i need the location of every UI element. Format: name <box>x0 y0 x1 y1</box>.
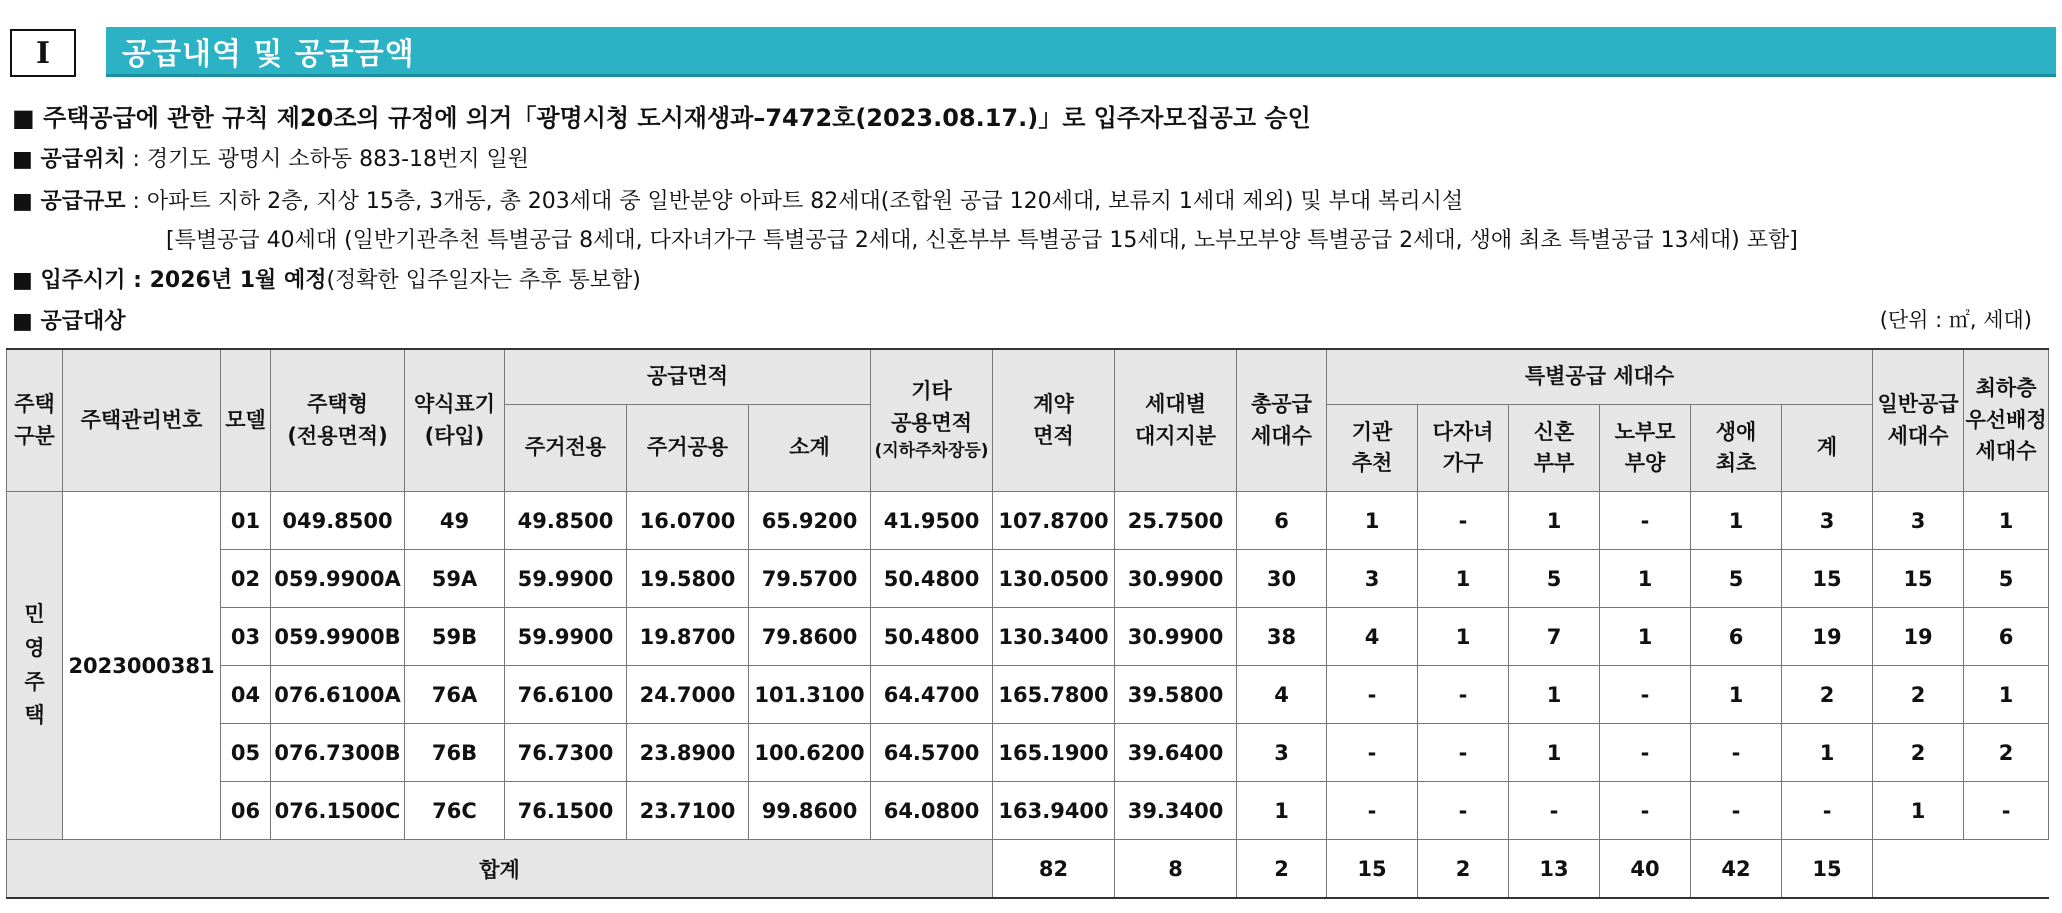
col-exclusive: 주거전용 <box>505 405 627 492</box>
table-cell: - <box>1327 782 1418 840</box>
col-sp-sum: 계 <box>1782 405 1873 492</box>
table-cell: 59B <box>405 608 505 666</box>
table-cell: 79.8600 <box>749 608 871 666</box>
table-cell: - <box>1691 782 1782 840</box>
table-cell: - <box>1327 724 1418 782</box>
col-total-supply <box>1237 349 1327 492</box>
house-type-char: 주 <box>24 669 45 694</box>
col-model: 모델 <box>221 349 271 492</box>
col-mgmt-no: 주택관리번호 <box>63 349 221 492</box>
col-total-label2: 세대수 <box>1251 423 1312 448</box>
table-cell: 25.7500 <box>1115 492 1237 550</box>
table-cell: 65.9200 <box>749 492 871 550</box>
table-cell: 1 <box>1691 492 1782 550</box>
table-cell: 165.1900 <box>993 724 1115 782</box>
table-cell: 163.9400 <box>993 782 1115 840</box>
table-cell: 1 <box>1873 782 1964 840</box>
move-in-note: (정확한 입주일자는 추후 통보함) <box>326 268 641 293</box>
table-cell: 130.0500 <box>993 550 1115 608</box>
table-cell: 1 <box>1600 608 1691 666</box>
col-house-type <box>7 349 63 492</box>
table-cell: 1 <box>1509 724 1600 782</box>
table-cell: 2 <box>1964 724 2049 782</box>
table-cell: 4 <box>1237 666 1327 724</box>
table-cell: 19 <box>1873 608 1964 666</box>
table-cell: 2 <box>1782 666 1873 724</box>
table-cell: - <box>1782 782 1873 840</box>
table-row <box>7 608 2049 666</box>
table-cell: 23.7100 <box>627 782 749 840</box>
table-cell: 30 <box>1237 550 1327 608</box>
table-cell: 1 <box>1237 782 1327 840</box>
total-label: 합계 <box>7 840 993 899</box>
table-cell: 76A <box>405 666 505 724</box>
table-cell: 06 <box>221 782 271 840</box>
col-subtotal: 소계 <box>749 405 871 492</box>
col-contract-label: 계약 <box>1033 392 1074 416</box>
table-cell: 1 <box>1691 666 1782 724</box>
table-cell: 2 <box>1873 666 1964 724</box>
table-body <box>7 492 2049 840</box>
table-cell: 1 <box>1509 492 1600 550</box>
total-cell: 2 <box>1418 840 1509 899</box>
table-cell: 41.9500 <box>871 492 993 550</box>
house-type-cell <box>7 492 63 840</box>
col-sp-agency-2: 추천 <box>1351 451 1393 475</box>
move-in-label: ■ 입주시기 <box>12 268 126 293</box>
table-cell: 76.1500 <box>505 782 627 840</box>
col-lowfloor <box>1964 349 2049 492</box>
table-cell: 76C <box>405 782 505 840</box>
table-cell: - <box>1691 724 1782 782</box>
table-cell: 5 <box>1509 550 1600 608</box>
col-abbr-sub: (타입) <box>424 423 485 448</box>
table-cell: 30.9900 <box>1115 608 1237 666</box>
table-row <box>7 666 2049 724</box>
house-type-char: 민 <box>24 602 45 627</box>
table-cell: 03 <box>221 608 271 666</box>
table-total-row <box>7 840 2049 899</box>
col-sp-multichild-2: 가구 <box>1442 451 1484 475</box>
table-cell: 7 <box>1509 608 1600 666</box>
total-cell: 82 <box>993 840 1115 899</box>
col-other-area <box>871 349 993 492</box>
table-cell: 130.3400 <box>993 608 1115 666</box>
col-housetype-sub: (전용면적) <box>287 423 388 448</box>
table-cell: 24.7000 <box>627 666 749 724</box>
section-title: 공급내역 및 공급금액 <box>106 27 2056 77</box>
table-row <box>7 782 2049 840</box>
table-cell: 059.9900A <box>271 550 405 608</box>
table-cell: 49.8500 <box>505 492 627 550</box>
table-cell: 30.9900 <box>1115 550 1237 608</box>
table-cell: - <box>1509 782 1600 840</box>
total-cell: 42 <box>1691 840 1782 899</box>
col-general-label: 일반공급 <box>1877 392 1959 416</box>
col-special-supply: 특별공급 세대수 <box>1327 349 1873 405</box>
table-cell: 076.1500C <box>271 782 405 840</box>
table-cell: 6 <box>1691 608 1782 666</box>
table-cell: 76.6100 <box>505 666 627 724</box>
table-cell: - <box>1600 782 1691 840</box>
col-housetype <box>271 349 405 492</box>
table-cell: 4 <box>1327 608 1418 666</box>
table-cell: 64.0800 <box>871 782 993 840</box>
col-sp-agency-1: 기관 <box>1351 419 1393 444</box>
table-cell: 79.5700 <box>749 550 871 608</box>
table-cell: 1 <box>1964 492 2049 550</box>
table-cell: 3 <box>1327 550 1418 608</box>
table-cell: 3 <box>1237 724 1327 782</box>
table-cell: - <box>1600 724 1691 782</box>
table-cell: 6 <box>1964 608 2049 666</box>
col-abbr-label: 약식표기 <box>413 392 496 416</box>
table-cell: 2 <box>1873 724 1964 782</box>
table-cell: 76.7300 <box>505 724 627 782</box>
col-contract-area <box>993 349 1115 492</box>
section-header <box>0 27 2062 79</box>
table-cell: - <box>1418 492 1509 550</box>
table-cell: 38 <box>1237 608 1327 666</box>
col-land-label: 세대별 <box>1145 392 1206 416</box>
col-other-label: 기타 <box>911 379 952 404</box>
move-in-date: : 2026년 1월 예정 <box>125 268 327 293</box>
table-cell: 1 <box>1327 492 1418 550</box>
supply-location-label: ■ 공급위치 <box>12 147 126 172</box>
mgmt-no-cell: 2023000381 <box>63 492 221 840</box>
table-cell: 6 <box>1237 492 1327 550</box>
table-cell: 1 <box>1600 550 1691 608</box>
table-cell: 64.5700 <box>871 724 993 782</box>
supply-scale-label: ■ 공급규모 <box>12 189 126 214</box>
col-contract-label2: 면적 <box>1033 423 1074 448</box>
house-type-char: 영 <box>24 635 45 660</box>
table-cell: 5 <box>1691 550 1782 608</box>
table-cell: 19.8700 <box>627 608 749 666</box>
col-other-sub: 공용면적 <box>890 410 973 435</box>
table-cell: 39.5800 <box>1115 666 1237 724</box>
table-cell: 19 <box>1782 608 1873 666</box>
table-cell: 04 <box>221 666 271 724</box>
col-sp-elderly-1: 노부모 <box>1614 419 1676 444</box>
table-cell: 39.3400 <box>1115 782 1237 840</box>
col-sp-firsttime <box>1691 405 1782 492</box>
supply-scale-detail: [특별공급 40세대 (일반기관추천 특별공급 8세대, 다자녀가구 특별공급 2세대, 신혼부부 특별공급 15세대, 노부모부양 특별공급 2세대, 생애 최초 특별공급 13세대) 포함] <box>166 228 1798 253</box>
table-cell: 76B <box>405 724 505 782</box>
col-general-label2: 세대수 <box>1887 423 1949 448</box>
table-cell: 100.6200 <box>749 724 871 782</box>
table-cell: 64.4700 <box>871 666 993 724</box>
table-cell: 059.9900B <box>271 608 405 666</box>
unit-note: (단위 : ㎡, 세대) <box>1879 308 2032 332</box>
col-lowfloor-label3: 세대수 <box>1975 439 2037 464</box>
total-cell: 40 <box>1600 840 1691 899</box>
table-row <box>7 550 2049 608</box>
total-cell: 15 <box>1782 840 1873 899</box>
table-cell: 165.7800 <box>993 666 1115 724</box>
table-cell: 076.7300B <box>271 724 405 782</box>
table-cell: 1 <box>1964 666 2049 724</box>
table-cell: 16.0700 <box>627 492 749 550</box>
table-cell: 50.4800 <box>871 608 993 666</box>
table-cell: 1 <box>1418 608 1509 666</box>
total-cell: 13 <box>1509 840 1600 899</box>
col-general-supply <box>1873 349 1964 492</box>
table-cell: - <box>1418 782 1509 840</box>
col-common: 주거공용 <box>627 405 749 492</box>
col-sp-firsttime-1: 생애 <box>1715 419 1757 444</box>
table-cell: 19.5800 <box>627 550 749 608</box>
col-sp-agency <box>1327 405 1418 492</box>
table-cell: - <box>1600 666 1691 724</box>
col-other-sub2: (지하주차장등) <box>874 441 989 462</box>
col-total-label: 총공급 <box>1251 392 1312 416</box>
supply-location-text: : 경기도 광명시 소하동 883-18번지 일원 <box>125 147 530 172</box>
col-sp-multichild-1: 다자녀 <box>1432 419 1494 444</box>
table-cell: - <box>1600 492 1691 550</box>
table-cell: 101.3100 <box>749 666 871 724</box>
col-sp-newlywed-2: 부부 <box>1533 451 1575 475</box>
col-sp-firsttime-2: 최초 <box>1715 451 1757 475</box>
table-cell: 15 <box>1782 550 1873 608</box>
col-supply-area: 공급면적 <box>505 349 871 405</box>
col-land-share <box>1115 349 1237 492</box>
total-cell: 15 <box>1327 840 1418 899</box>
table-cell: 049.8500 <box>271 492 405 550</box>
table-cell: 076.6100A <box>271 666 405 724</box>
table-cell: 3 <box>1782 492 1873 550</box>
table-cell: - <box>1418 724 1509 782</box>
col-sp-elderly-2: 부양 <box>1624 451 1666 475</box>
table-row <box>7 492 2049 550</box>
table-cell: 02 <box>221 550 271 608</box>
col-lowfloor-label2: 우선배정 <box>1965 407 2047 432</box>
table-cell: 1 <box>1782 724 1873 782</box>
table-row <box>7 724 2049 782</box>
table-cell: 59.9900 <box>505 550 627 608</box>
col-housetype-label: 주택형 <box>307 392 368 416</box>
col-house-type-label: 주택 구분 <box>14 392 55 448</box>
col-sp-newlywed <box>1509 405 1600 492</box>
supply-scale <box>12 184 1463 215</box>
supply-target-label: ■ 공급대상 <box>12 309 126 334</box>
col-sp-multichild <box>1418 405 1509 492</box>
section-number: I <box>10 29 76 77</box>
supply-location <box>12 142 529 173</box>
supply-target <box>12 304 125 335</box>
col-lowfloor-label: 최하층 <box>1975 376 2037 401</box>
table-cell: 59A <box>405 550 505 608</box>
table-cell: 99.8600 <box>749 782 871 840</box>
col-land-label2: 대지지분 <box>1134 423 1217 448</box>
move-in-period <box>12 263 641 294</box>
table-cell: - <box>1964 782 2049 840</box>
table-cell: 107.8700 <box>993 492 1115 550</box>
table-cell: 50.4800 <box>871 550 993 608</box>
table-cell: 49 <box>405 492 505 550</box>
table-cell: 1 <box>1509 666 1600 724</box>
col-sp-elderly <box>1600 405 1691 492</box>
supply-table <box>6 348 2049 899</box>
table-cell: 3 <box>1873 492 1964 550</box>
table-cell: 1 <box>1418 550 1509 608</box>
table-cell: 39.6400 <box>1115 724 1237 782</box>
total-cell: 2 <box>1237 840 1327 899</box>
table-cell: 5 <box>1964 550 2049 608</box>
total-cell: 8 <box>1115 840 1237 899</box>
table-cell: 01 <box>221 492 271 550</box>
table-cell: 23.8900 <box>627 724 749 782</box>
table-cell: 05 <box>221 724 271 782</box>
approval-notice: ■ 주택공급에 관한 규칙 제20조의 규정에 의거「광명시청 도시재생과–7472호(2023.08.17.)」로 입주자모집공고 승인 <box>12 104 1311 132</box>
col-abbr <box>405 349 505 492</box>
table-cell: - <box>1418 666 1509 724</box>
table-cell: 15 <box>1873 550 1964 608</box>
house-type-char: 택 <box>24 703 45 728</box>
table-cell: - <box>1327 666 1418 724</box>
col-sp-newlywed-1: 신혼 <box>1533 419 1575 444</box>
table-cell: 59.9900 <box>505 608 627 666</box>
supply-scale-text: : 아파트 지하 2층, 지상 15층, 3개동, 총 203세대 중 일반분양 아파트 82세대(조합원 공급 120세대, 보류지 1세대 제외) 및 부대 복리시설 <box>125 189 1464 214</box>
